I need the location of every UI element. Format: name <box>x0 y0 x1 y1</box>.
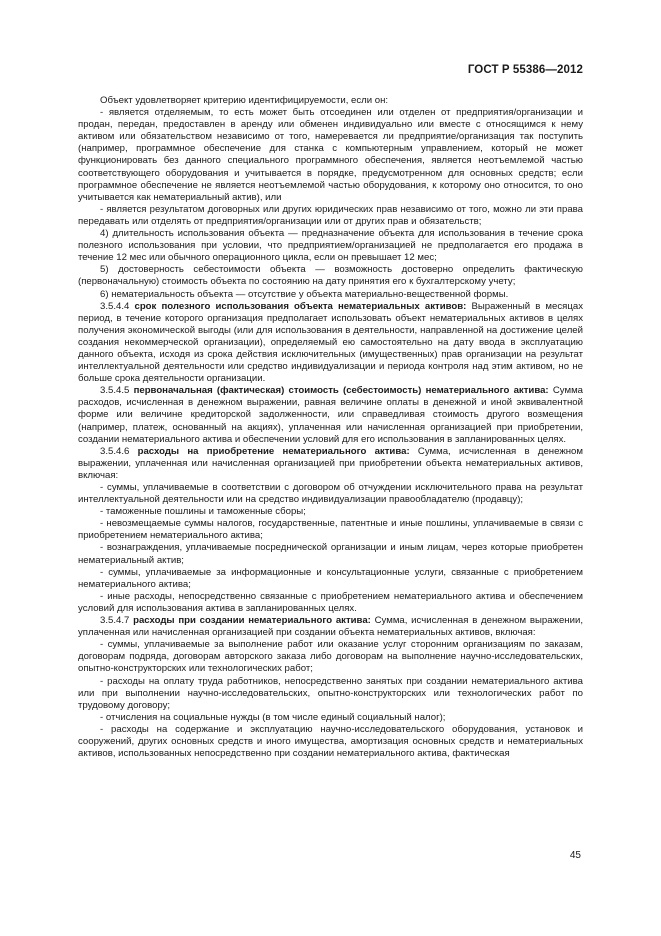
paragraph <box>78 289 583 301</box>
paragraph-text: Сумма расходов, исчисленная в денежном выражении, равная величине оплаты в денежной и иной эквивалентной форме или величине кредиторской задолженности, или справедливая стоимость другого возмещения (например, платеж, основанный на акциях), уплаченная или начисленная организацией при приобретении, создании нематериального актива и обеспечении условий для его использования в запланированных целях. <box>78 385 584 445</box>
paragraph <box>78 591 583 615</box>
paragraph-text: - невозмещаемые суммы налогов, государственные, патентные и иные пошлины, уплачиваемые в связи с приобретением нематериального актива; <box>78 518 583 542</box>
paragraph <box>78 518 583 542</box>
paragraph-text: - является результатом договорных или других юридических прав независимо от того, можно ли эти права передавать или отделять от предприятия/организации или от других прав и обязательств; <box>78 203 583 227</box>
paragraph <box>78 506 583 518</box>
paragraph-text: - суммы, уплачиваемые за выполнение работ или оказание услуг сторонним организациям по заказам, договорам подряда, договорам авторского заказа либо договорам на выполнение научно-исследовательских, опытно-конструкторских или технологических работ; <box>78 639 583 675</box>
definition-paragraph <box>78 615 583 639</box>
paragraph-text: - является отделяемым, то есть может быть отсоединен или отделен от предприятия/организации и продан, передан, предоставлен в аренду или обменен индивидуально или вместе с относящимся к нему активом или обязательством независимо от того, намеревается ли предприятие/организация так поступить (например, программное обеспечение для станка с компьютерным управлением, который не может функционировать без данного специального программного обеспечения, является неотъемлемой частью соответствующего оборудования и учитывается в порядке, предусмотренном для основных средств; если программное обеспечение не является неотъемлемой частью оборудования, к которому оно относится, то оно учитывается как нематериальный актив), или <box>78 107 583 203</box>
paragraph-text: - таможенные пошлины и таможенные сборы; <box>100 506 306 518</box>
document-code: ГОСТ Р 55386—2012 <box>467 64 583 76</box>
clause-number: 3.5.4.5 <box>100 385 130 397</box>
page-number: 45 <box>569 850 581 861</box>
term: расходы при создании нематериального актива: <box>133 615 371 627</box>
paragraph <box>78 228 583 264</box>
clause-number: 3.5.4.6 <box>100 445 130 457</box>
paragraph-text: - иные расходы, непосредственно связанные с приобретением нематериального актива и обеспечением условий для использования актива в запланированных целях. <box>78 590 583 614</box>
term: первоначальная (фактическая) стоимость (себестоимость) нематериального актива: <box>133 385 549 397</box>
clause-number: 3.5.4.4 <box>100 300 130 312</box>
paragraph <box>78 204 583 228</box>
term: расходы на приобретение нематериального актива: <box>137 445 410 457</box>
paragraph <box>78 724 583 760</box>
paragraph <box>78 264 583 288</box>
paragraph-text: 6) нематериальность объекта — отсутствие у объекта материально-вещественной формы. <box>100 288 509 300</box>
paragraph-text: Сумма, исчисленная в денежном выражении, уплаченная или начисленная организацией при приобретении объекта нематериальных активов, включая: <box>78 445 583 481</box>
paragraph <box>78 107 583 204</box>
clause-number: 3.5.4.7 <box>100 615 130 627</box>
term: срок полезного использования объекта нематериальных активов: <box>134 300 467 312</box>
paragraph-text: Объект удовлетворяет критерию идентифицируемости, если он: <box>100 95 389 106</box>
definition-paragraph <box>78 385 583 445</box>
definition-paragraph <box>78 301 583 386</box>
paragraph-text: 5) достоверность себестоимости объекта — возможность достоверно определить фактическую (первоначальную) стоимость объекта по состоянию на дату принятия его к бухгалтерскому учету; <box>78 264 583 288</box>
paragraph <box>78 567 583 591</box>
paragraph <box>78 95 583 107</box>
definition-paragraph <box>78 446 583 482</box>
paragraph-text: - суммы, уплачиваемые за информационные и консультационные услуги, связанные с приобретением нематериального актива; <box>78 566 583 590</box>
paragraph-text: - расходы на оплату труда работников, непосредственно занятых при создании нематериального актива или при выполнении научно-исследовательских, опытно-конструкторских или технологических работ по трудовому договору; <box>78 675 583 711</box>
paragraph-text: - отчисления на социальные нужды (в том числе единый социальный налог); <box>100 711 446 723</box>
paragraph-text: - суммы, уплачиваемые в соответствии с договором об отчуждении исключительного права на результат интеллектуальной деятельности или на средство индивидуализации правообладателю (продавцу); <box>78 482 583 506</box>
paragraph <box>78 542 583 566</box>
paragraph-text: - вознаграждения, уплачиваемые посреднической организации и иным лицам, через которые приобретен нематериальный актив; <box>78 542 583 566</box>
paragraph-text: Выраженный в месяцах период, в течение которого организация предполагает использовать объект нематериальных активов в целях получения экономической выгоды (или для использования в деятельности, направленной на достижение целей создания некоммерческой организации), определяемый ею самостоятельно на дату ввода в эксплуатацию данного объекта, исходя из срока действия исключительных (имущественных) прав организации на результат интеллектуальной деятельности или средство индивидуализации и периода контроля над этим активом, но не больше срока деятельности организации. <box>78 300 583 385</box>
document-body <box>78 95 583 760</box>
paragraph-text: Сумма, исчисленная в денежном выражении, уплаченная или начисленная организацией при создании объекта нематериальных активов, включая: <box>78 615 583 639</box>
paragraph <box>78 676 583 712</box>
paragraph-text: 4) длительность использования объекта — предназначение объекта для использования в течение срока полезного использования при условии, что предприятием/организацией не предполагается его продажа в течение 12 мес или обычного операционного цикла, если он превышает 12 мес; <box>78 228 583 264</box>
paragraph-text: - расходы на содержание и эксплуатацию научно-исследовательского оборудования, установок и сооружений, других основных средств и иного имущества, амортизация основных средств и нематериальных активов, использованных непосредственно при создании нематериального актива, фактическая <box>78 723 583 760</box>
paragraph <box>78 712 583 724</box>
paragraph <box>78 482 583 506</box>
paragraph <box>78 639 583 675</box>
